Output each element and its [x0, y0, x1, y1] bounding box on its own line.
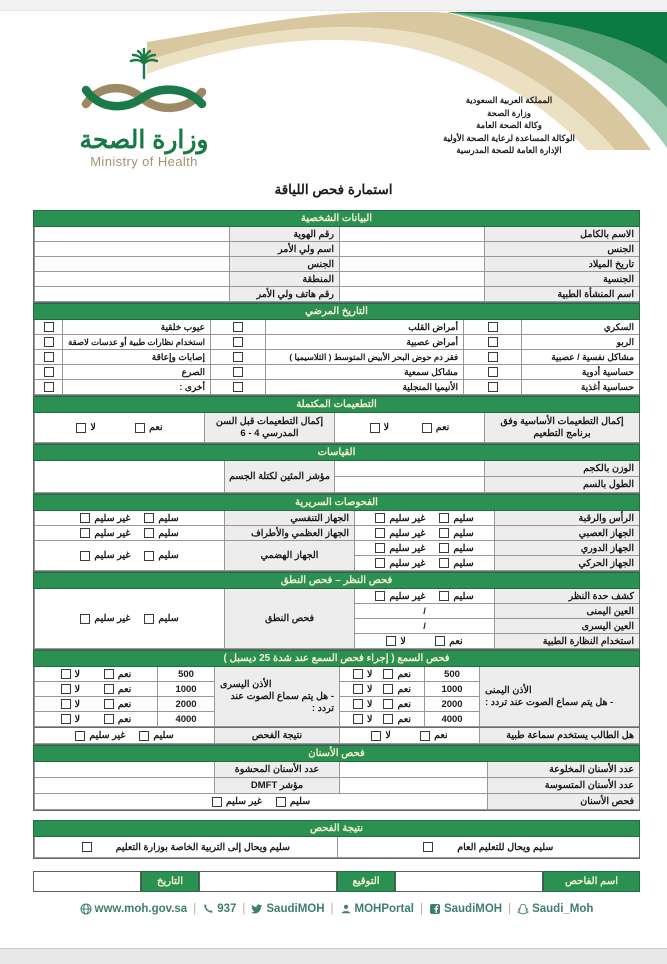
footer-snapchat	[517, 903, 593, 915]
unfit-label: غير سليم	[94, 550, 131, 561]
condition-label: مشاكل سمعية	[265, 365, 463, 380]
fit-label: سليم	[453, 527, 474, 539]
footer-separator: |	[242, 903, 246, 915]
input-cell[interactable]	[34, 272, 229, 287]
unfit-label: غير سليم	[89, 730, 126, 741]
form-title: استمارة فحص اللياقة	[274, 182, 393, 197]
field-label: رقم الهوية	[229, 227, 339, 242]
condition-checkbox-cell	[463, 335, 521, 350]
section-band-vision-speech: فحص النظر – فحص النطق	[33, 572, 640, 589]
condition-label: الأنيميا المنجلية	[265, 380, 463, 395]
input-cell[interactable]	[34, 242, 229, 257]
yes-checkbox[interactable]	[435, 636, 445, 646]
condition-checkbox-cell	[463, 350, 521, 365]
system-label: الجهاز العظمي والأطراف	[224, 526, 354, 541]
logo-english-text: Ministry of Health	[90, 154, 198, 169]
no-label: لا	[74, 683, 81, 695]
yes-checkbox[interactable]	[383, 669, 393, 679]
checkbox[interactable]	[233, 352, 243, 362]
condition-label: استخدام نظارات طبية أو عدسات لاصقة	[62, 335, 210, 350]
speech-exam-label: فحص النطق	[224, 589, 354, 649]
fit-checkbox[interactable]	[439, 513, 449, 523]
no-checkbox[interactable]	[353, 714, 363, 724]
fit-unfit-cell	[34, 728, 214, 744]
footer-portal	[340, 903, 414, 915]
checkbox[interactable]	[423, 842, 433, 852]
unfit-label: غير سليم	[389, 590, 426, 602]
dmft-index-label: مؤشر DMFT	[214, 778, 339, 794]
no-checkbox[interactable]	[370, 423, 380, 433]
condition-checkbox-cell	[463, 365, 521, 380]
frequency-value: 1000	[157, 682, 214, 697]
fit-unfit-cell	[34, 511, 224, 526]
yes-label: نعم	[435, 422, 450, 433]
no-label: لا	[74, 668, 81, 680]
fit-label: سليم	[158, 613, 179, 624]
frequency-value: 4000	[424, 712, 479, 727]
unfit-checkbox[interactable]	[75, 731, 85, 741]
weight-label: الوزن بالكجم	[484, 461, 639, 477]
yes-label: نعم	[397, 698, 411, 710]
yes-checkbox[interactable]	[383, 684, 393, 694]
footer-separator: |	[330, 903, 334, 915]
input-cell[interactable]	[34, 287, 229, 302]
no-checkbox[interactable]	[386, 636, 396, 646]
input-cell[interactable]	[34, 227, 229, 242]
examiner-name-label: اسم الفاحص	[543, 871, 640, 892]
condition-checkbox-cell	[463, 380, 521, 395]
footer-phone	[202, 903, 236, 915]
condition-label: حساسية أغذية	[521, 380, 639, 395]
system-label: الجهاز التنفسي	[224, 511, 354, 526]
condition-label: عيوب خلقية	[62, 320, 210, 335]
yes-no-cell	[34, 712, 157, 727]
org-line: وكالة الصحة العامة	[476, 120, 542, 130]
unfit-label: غير سليم	[94, 527, 131, 539]
frequency-value: 1000	[424, 682, 479, 697]
yes-label: نعم	[434, 730, 448, 741]
checkbox[interactable]	[44, 352, 54, 362]
result-general-label: سليم ويحال للتعليم العام	[457, 841, 554, 853]
vaccination-basic-label: إكمال التطعيمات الأساسية وفق برنامج التطعيم	[484, 413, 639, 443]
unfit-checkbox[interactable]	[80, 513, 90, 523]
form-body	[33, 210, 640, 915]
checkbox[interactable]	[488, 352, 498, 362]
condition-checkbox-cell	[34, 350, 62, 365]
section-band-hearing: فحص السمع ( إجراء فحص السمع عند شدة 25 ديسبل )	[33, 650, 640, 667]
logo-arabic-text: وزارة الصحة	[79, 126, 209, 154]
moh-logo	[50, 44, 238, 170]
frequency-value: 2000	[424, 697, 479, 712]
input-cell[interactable]	[339, 227, 484, 242]
fit-checkbox[interactable]	[144, 551, 154, 561]
examiner-field[interactable]	[395, 871, 543, 892]
unfit-label: غير سليم	[389, 512, 426, 524]
condition-label: الربو	[521, 335, 639, 350]
section-band-measurements: القياسات	[33, 444, 640, 461]
fit-checkbox[interactable]	[439, 543, 449, 553]
no-label: لا	[367, 668, 373, 680]
unfit-checkbox[interactable]	[80, 551, 90, 561]
condition-label: الصرع	[62, 365, 210, 380]
no-label: لا	[367, 683, 373, 695]
field-label: المنطقة	[229, 272, 339, 287]
measurements-table	[33, 461, 640, 494]
field-label: اسم المنشأة الطبية	[484, 287, 639, 302]
condition-label: أمراض القلب	[265, 320, 463, 335]
fit-unfit-cell	[354, 511, 494, 526]
dental-filled-label: عدد الأسنان المحشوة	[214, 762, 339, 778]
footer-text: 937	[217, 903, 237, 915]
no-checkbox[interactable]	[61, 714, 71, 724]
system-label: الجهاز الحركي	[494, 556, 639, 571]
result-special-label: سليم ويحال إلى التربية الخاصة بوزارة التعليم	[115, 841, 290, 853]
fit-label: سليم	[453, 512, 474, 524]
hearing-table	[33, 667, 640, 728]
yes-label: نعم	[397, 683, 411, 695]
footer-text: SaudiMOH	[443, 903, 503, 915]
fit-label: سليم	[289, 796, 311, 807]
frequency-question: - هل يتم سماع الصوت عند تردد :	[230, 690, 334, 714]
right-eye-value[interactable]: /	[354, 604, 494, 619]
footer-text: Saudi_Moh	[532, 903, 594, 915]
fit-label: سليم	[158, 527, 179, 539]
signature-row	[33, 871, 640, 892]
unfit-label: غير سليم	[389, 527, 426, 539]
unfit-checkbox[interactable]	[80, 614, 90, 624]
yes-checkbox[interactable]	[104, 699, 114, 709]
checkbox[interactable]	[233, 337, 243, 347]
fit-unfit-cell	[34, 794, 487, 810]
system-label: الجهاز العصبي	[494, 526, 639, 541]
section-band-history: التاريخ المرضي	[33, 303, 640, 320]
no-checkbox[interactable]	[353, 669, 363, 679]
yes-label: نعم	[117, 668, 132, 680]
checkbox[interactable]	[488, 382, 498, 392]
footer-separator: |	[508, 903, 512, 915]
fit-unfit-cell	[34, 589, 224, 649]
fit-unfit-cell	[34, 526, 224, 541]
fit-label: سليم	[453, 557, 474, 569]
bmi-input-cell[interactable]	[34, 461, 224, 493]
condition-checkbox-cell	[34, 320, 62, 335]
fit-checkbox[interactable]	[439, 558, 449, 568]
yes-checkbox[interactable]	[104, 669, 114, 679]
top-window-strip	[0, 0, 667, 11]
fit-unfit-cell	[354, 556, 494, 571]
hearing-result-label: نتيجة الفحص	[214, 728, 339, 744]
section-band-clinical: الفحوصات السريرية	[33, 494, 640, 511]
no-label: لا	[367, 713, 373, 725]
checkbox[interactable]	[44, 337, 54, 347]
footer-facebook	[429, 903, 502, 915]
personal-table	[33, 227, 640, 303]
org-line: المملكة العربية السعودية	[465, 95, 553, 105]
yes-no-cell	[34, 667, 157, 682]
height-label: الطول بالسم	[484, 477, 639, 493]
checkbox[interactable]	[233, 382, 243, 392]
date-field[interactable]	[33, 871, 141, 892]
fit-unfit-cell	[34, 541, 224, 571]
system-label: الجهاز الدوري	[494, 541, 639, 556]
yes-checkbox[interactable]	[383, 714, 393, 724]
vaccination-table	[33, 413, 640, 444]
condition-label: فقر دم حوض البحر الأبيض المتوسط ( الثلاسيميا )	[265, 350, 463, 365]
facebook-icon	[429, 903, 441, 915]
no-label: لا	[400, 635, 406, 647]
yes-label: نعم	[117, 713, 132, 725]
yes-label: نعم	[149, 422, 163, 433]
yes-label: نعم	[449, 635, 463, 647]
bmi-label: مؤشر المئين لكتلة الجسم	[224, 461, 334, 493]
condition-checkbox-cell	[210, 350, 265, 365]
yes-checkbox[interactable]	[104, 684, 114, 694]
org-line: وزارة الصحة	[487, 107, 531, 118]
condition-label: أخرى :	[62, 380, 210, 395]
fit-checkbox[interactable]	[276, 797, 286, 807]
checkbox[interactable]	[488, 337, 498, 347]
footer-text: MOHPortal	[354, 903, 414, 915]
moh-logo-icon	[64, 44, 224, 122]
frequency-value: 500	[424, 667, 479, 682]
input-cell[interactable]	[339, 287, 484, 302]
condition-checkbox-cell	[210, 320, 265, 335]
field-label: الجنس	[229, 257, 339, 272]
vision-row-label: كشف حدة النظر	[494, 589, 639, 604]
vaccination-preschool-label: إكمال التطعيمات قبل السن المدرسي 4 - 6	[204, 413, 334, 443]
right-ear-label	[479, 667, 639, 727]
frequency-value: 4000	[157, 712, 214, 727]
field-label: الاسم بالكامل	[484, 227, 639, 242]
yes-label: نعم	[397, 668, 411, 680]
fit-label: سليم	[158, 512, 179, 524]
checkbox[interactable]	[488, 367, 498, 377]
no-label: لا	[383, 422, 390, 433]
yes-checkbox[interactable]	[420, 731, 430, 741]
bottom-window-strip	[0, 948, 667, 964]
yes-no-cell	[34, 697, 157, 712]
org-hierarchy-block	[404, 94, 614, 157]
no-checkbox[interactable]	[61, 684, 71, 694]
yes-checkbox[interactable]	[383, 699, 393, 709]
condition-label: إصابات وإعاقة	[62, 350, 210, 365]
twitter-icon	[251, 903, 263, 915]
globe-icon	[80, 903, 92, 915]
fit-label: سليم	[158, 550, 179, 561]
condition-checkbox-cell	[210, 335, 265, 350]
fit-label: سليم	[453, 590, 474, 602]
section-band-personal: البيانات الشخصية	[33, 210, 640, 227]
checkbox[interactable]	[44, 322, 54, 332]
no-checkbox[interactable]	[76, 423, 86, 433]
condition-checkbox-cell	[463, 320, 521, 335]
vision-row-label: العين اليسرى	[494, 619, 639, 634]
yes-no-cell	[34, 413, 204, 443]
height-input-cell[interactable]	[334, 477, 484, 493]
dental-decayed-label: عدد الأسنان المتسوسة	[487, 778, 639, 794]
hearing-aid-label: هل الطالب يستخدم سماعة طبية	[479, 728, 639, 744]
no-checkbox[interactable]	[371, 731, 381, 741]
condition-checkbox-cell	[34, 335, 62, 350]
unfit-checkbox[interactable]	[80, 528, 90, 538]
yes-checkbox[interactable]	[104, 714, 114, 724]
left-eye-value[interactable]: /	[354, 619, 494, 634]
weight-input-cell[interactable]	[334, 461, 484, 477]
yes-no-cell	[34, 682, 157, 697]
frequency-question: - هل يتم سماع الصوت عند تردد :	[485, 696, 614, 708]
footer-contact-bar	[33, 903, 640, 915]
yes-no-cell	[354, 634, 494, 649]
condition-label: مشاكل نفسية / عصبية	[521, 350, 639, 365]
system-label: الرأس والرقبة	[494, 511, 639, 526]
footer-separator: |	[193, 903, 197, 915]
dental-extracted-label: عدد الأسنان المخلوعة	[487, 762, 639, 778]
fit-label: سليم	[153, 730, 174, 741]
field-label: الجنس	[484, 242, 639, 257]
frequency-value: 500	[157, 667, 214, 682]
result-special-cell	[34, 837, 337, 858]
input-cell[interactable]	[339, 778, 487, 794]
condition-checkbox-cell	[34, 380, 62, 395]
no-label: لا	[74, 698, 81, 710]
org-line: الإدارة العامة للصحة المدرسية	[456, 145, 562, 155]
yes-label: نعم	[117, 698, 132, 710]
checkbox[interactable]	[488, 322, 498, 332]
no-checkbox[interactable]	[353, 699, 363, 709]
no-checkbox[interactable]	[61, 669, 71, 679]
input-cell[interactable]	[339, 272, 484, 287]
no-label: لا	[367, 698, 373, 710]
ear-name: الأذن اليمنى	[485, 684, 532, 696]
section-band-result: نتيجة الفحص	[33, 820, 640, 837]
unfit-checkbox[interactable]	[375, 591, 385, 601]
unfit-checkbox[interactable]	[375, 543, 385, 553]
input-cell[interactable]	[34, 762, 214, 778]
condition-checkbox-cell	[34, 365, 62, 380]
input-cell[interactable]	[34, 778, 214, 794]
vision-row-label: استخدام النظارة الطبية	[494, 634, 639, 649]
clinical-table	[33, 511, 640, 572]
field-label: رقم هاتف ولي الأمر	[229, 287, 339, 302]
snapchat-icon	[517, 903, 529, 915]
unfit-label: غير سليم	[389, 542, 426, 554]
unfit-checkbox[interactable]	[375, 513, 385, 523]
yes-label: نعم	[117, 683, 132, 695]
yes-label: نعم	[397, 713, 411, 725]
input-cell[interactable]	[339, 257, 484, 272]
footer-website	[80, 903, 188, 915]
footer-twitter	[251, 903, 324, 915]
frequency-value: 2000	[157, 697, 214, 712]
yes-no-cell	[339, 697, 424, 712]
no-label: لا	[74, 713, 81, 725]
input-cell[interactable]	[34, 257, 229, 272]
no-label: لا	[90, 422, 96, 433]
fit-unfit-cell	[354, 541, 494, 556]
input-cell[interactable]	[339, 762, 487, 778]
unfit-checkbox[interactable]	[375, 528, 385, 538]
checkbox[interactable]	[233, 322, 243, 332]
fit-checkbox[interactable]	[439, 591, 449, 601]
yes-no-cell	[339, 728, 479, 744]
left-ear-label	[214, 667, 339, 727]
checkbox[interactable]	[233, 367, 243, 377]
section-band-dental: فحص الأسنان	[33, 745, 640, 762]
result-table	[33, 837, 640, 859]
unfit-checkbox[interactable]	[375, 558, 385, 568]
fit-checkbox[interactable]	[439, 528, 449, 538]
yes-no-cell	[339, 667, 424, 682]
fit-unfit-cell	[354, 589, 494, 604]
fit-checkbox[interactable]	[144, 528, 154, 538]
signature-field[interactable]	[199, 871, 337, 892]
condition-checkbox-cell	[210, 365, 265, 380]
unfit-checkbox[interactable]	[212, 797, 222, 807]
condition-label: أمراض عصبية	[265, 335, 463, 350]
condition-checkbox-cell	[210, 380, 265, 395]
fit-checkbox[interactable]	[144, 614, 154, 624]
field-label: اسم ولي الأمر	[229, 242, 339, 257]
unfit-label: غير سليم	[94, 512, 131, 524]
field-label: تاريخ الميلاد	[484, 257, 639, 272]
input-cell[interactable]	[339, 242, 484, 257]
hearing-bottom-table	[33, 728, 640, 745]
vision-row-label: العين اليمنى	[494, 604, 639, 619]
section-band-vaccination: التطعيمات المكتملة	[33, 396, 640, 413]
yes-no-cell	[339, 712, 424, 727]
dental-table	[33, 762, 640, 811]
system-label: الجهاز الهضمي	[224, 541, 354, 571]
date-label: التاريخ	[141, 871, 199, 892]
yes-checkbox[interactable]	[135, 423, 145, 433]
vision-speech-table	[33, 589, 640, 650]
checkbox[interactable]	[82, 842, 92, 852]
history-table	[33, 320, 640, 396]
org-line: الوكالة المساعدة لرعاية الصحة الأولية	[443, 132, 575, 143]
no-checkbox[interactable]	[353, 684, 363, 694]
phone-icon	[202, 903, 214, 915]
fit-unfit-cell	[354, 526, 494, 541]
checkbox[interactable]	[44, 382, 54, 392]
yes-checkbox[interactable]	[422, 423, 432, 433]
footer-text: SaudiMOH	[266, 903, 325, 915]
condition-label: السكري	[521, 320, 639, 335]
fit-checkbox[interactable]	[144, 513, 154, 523]
fit-checkbox[interactable]	[139, 731, 149, 741]
no-checkbox[interactable]	[61, 699, 71, 709]
ear-name: الأذن اليسرى	[220, 678, 272, 690]
unfit-label: غير سليم	[94, 613, 131, 624]
field-label: الجنسية	[484, 272, 639, 287]
footer-separator: |	[419, 903, 423, 915]
portal-icon	[340, 903, 352, 915]
fit-label: سليم	[453, 542, 474, 554]
unfit-label: غير سليم	[389, 557, 426, 569]
condition-label: حساسية أدوية	[521, 365, 639, 380]
no-label: لا	[385, 730, 391, 741]
dental-exam-label: فحص الأسنان	[487, 794, 639, 810]
unfit-label: غير سليم	[225, 796, 262, 807]
checkbox[interactable]	[44, 367, 54, 377]
footer-text: www.moh.gov.sa	[94, 903, 188, 915]
yes-no-cell	[339, 682, 424, 697]
result-general-cell	[337, 837, 640, 858]
signature-label: التوقيع	[337, 871, 395, 892]
yes-no-cell	[334, 413, 484, 443]
